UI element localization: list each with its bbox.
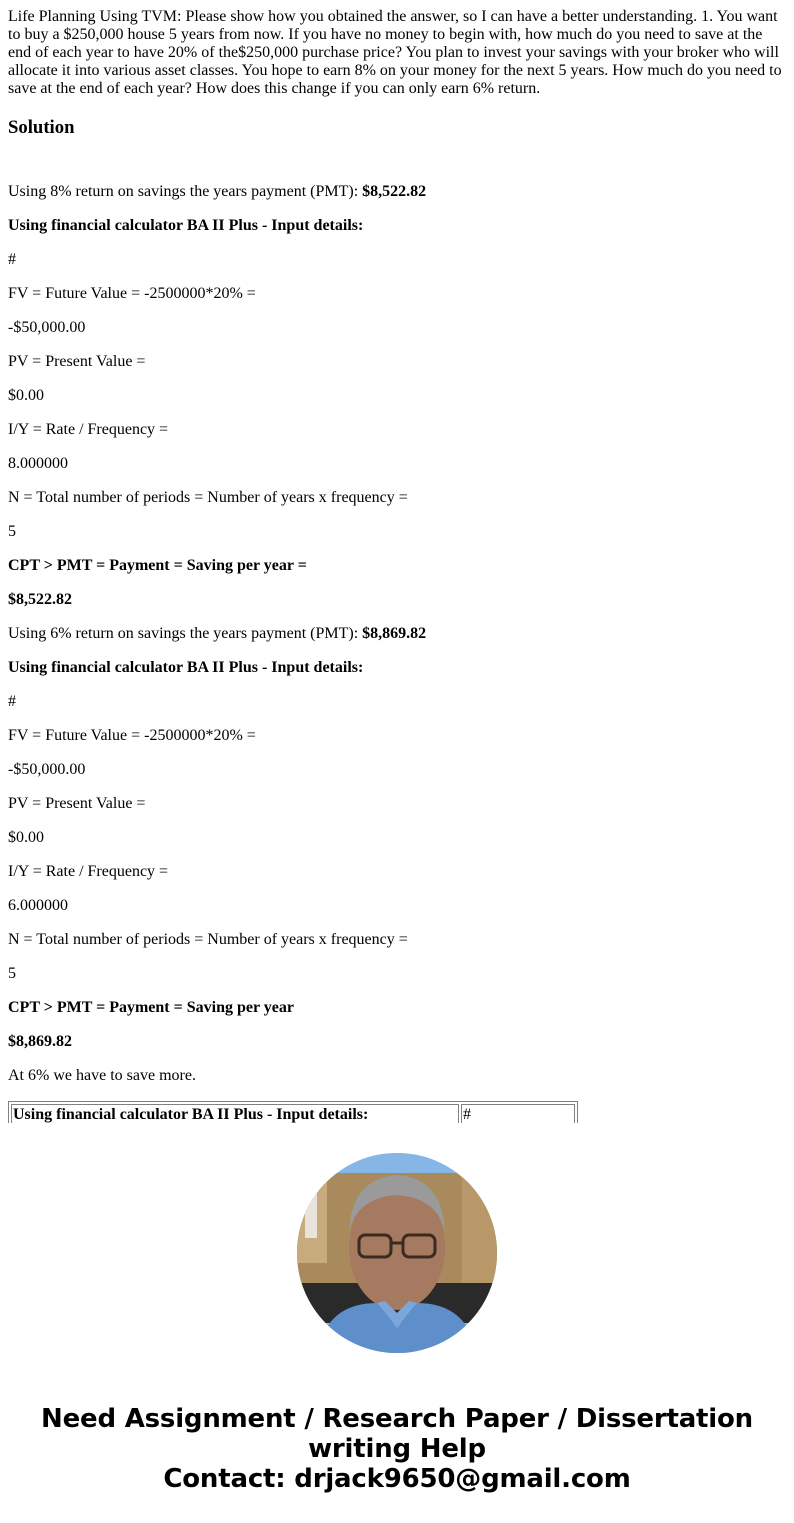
table-cell-heading: Using financial calculator BA II Plus - Input details: [11,1104,459,1123]
iy-value: 8.000000 [8,455,68,472]
promo-line-1: Need Assignment / Research Paper / Dissertation [41,1404,753,1434]
calculator-details-table [8,1101,578,1123]
summary-label: Using 8% return on savings the years payment (PMT): [8,183,363,200]
pmt-value: $8,522.82 [8,591,72,608]
calculator-heading: Using financial calculator BA II Plus - Input details: [8,659,364,676]
table-row [11,1104,575,1123]
solution-title: Solution [8,117,75,138]
n-label: N = Total number of periods = Number of years x frequency = [8,489,408,506]
document-content [8,0,786,1123]
promo-contact[interactable]: Contact: drjack9650@gmail.com [163,1464,631,1494]
iy-label: I/Y = Rate / Frequency = [8,421,169,438]
promo-section [0,1123,794,1523]
pv-value: $0.00 [8,829,44,846]
promo-text [0,1404,794,1494]
avatar [297,1153,497,1353]
hash-marker: # [8,693,16,710]
calculator-heading: Using financial calculator BA II Plus - Input details: [8,217,364,234]
hash-marker: # [8,251,16,268]
summary-6-percent [8,625,786,643]
iy-value: 6.000000 [8,897,68,914]
question-text: Life Planning Using TVM: Please show how you obtained the answer, so I can have a better understanding. 1. You want to buy a $250,000 house 5 years from now. If you have no money to begin with, how much do you need to save at the end of each year to have 20% of the$250,000 purchase price? You plan to invest your savings with your broker who will allocate it into various asset classes. You hope to earn 8% on your money for the next 5 years. How much do you need to save at the end of each year? How does this change if you can only earn 6% return. [8,8,782,97]
iy-label: I/Y = Rate / Frequency = [8,863,169,880]
n-value: 5 [8,965,16,982]
pv-label: PV = Present Value = [8,795,146,812]
pv-value: $0.00 [8,387,44,404]
summary-8-percent [8,183,786,201]
summary-value: $8,869.82 [362,625,427,642]
fv-value: -$50,000.00 [8,761,86,778]
spacer [8,139,786,183]
pmt-value: $8,869.82 [8,1033,72,1050]
promo-line-2: writing Help [308,1434,486,1464]
fv-value: -$50,000.00 [8,319,86,336]
summary-value: $8,522.82 [362,183,427,200]
pmt-label: CPT > PMT = Payment = Saving per year = [8,557,307,574]
conclusion: At 6% we have to save more. [8,1067,196,1084]
fv-label: FV = Future Value = -2500000*20% = [8,285,256,302]
summary-label: Using 6% return on savings the years payment (PMT): [8,625,363,642]
pmt-label: CPT > PMT = Payment = Saving per year [8,999,295,1016]
person-photo-icon [297,1153,497,1353]
fv-label: FV = Future Value = -2500000*20% = [8,727,256,744]
n-value: 5 [8,523,16,540]
n-label: N = Total number of periods = Number of years x frequency = [8,931,408,948]
pv-label: PV = Present Value = [8,353,146,370]
table-cell-hash: # [461,1104,575,1123]
